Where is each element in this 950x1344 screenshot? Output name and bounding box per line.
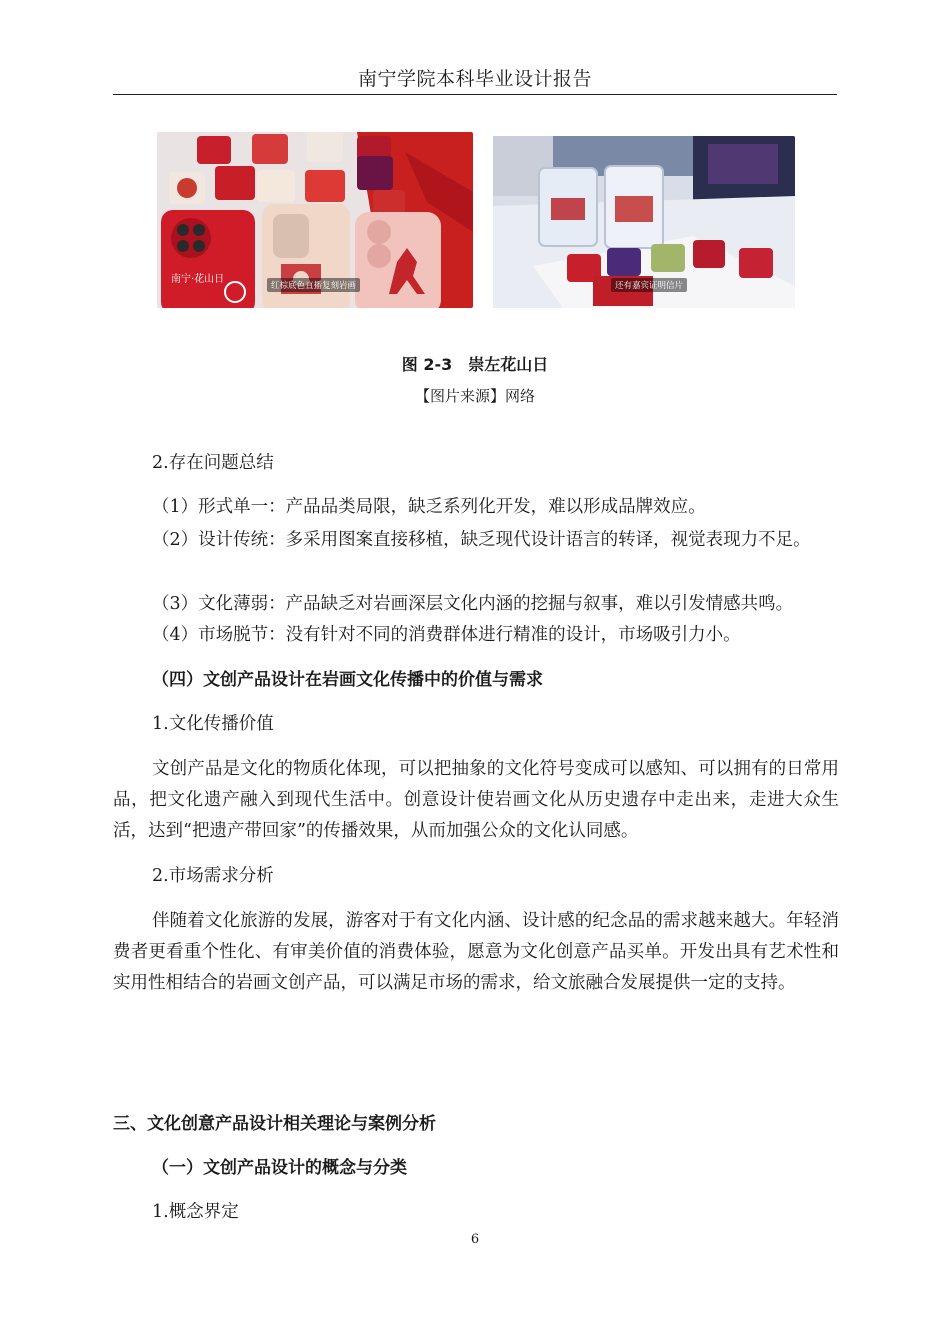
subsection-title-value: 1.文化传播价值 xyxy=(152,714,274,734)
page-header-title: 南宁学院本科毕业设计报告 xyxy=(357,68,592,90)
chapter-heading-3: 三、文化创意产品设计相关理论与案例分析 xyxy=(113,1114,436,1134)
problem-item-3: （3）文化薄弱：产品缺乏对岩画深层文化内涵的挖掘与叙事，难以引发情感共鸣。 xyxy=(152,594,794,614)
figure-photo-glass-cups xyxy=(493,136,795,308)
phone-case-text: 南宁·花山日 xyxy=(171,274,225,285)
section-heading-3-1: （一）文创产品设计的概念与分类 xyxy=(152,1158,407,1178)
section-heading-4: （四）文创产品设计在岩画文化传播中的价值与需求 xyxy=(152,670,543,690)
photo-overlay-caption-right: 还有嘉宾证明信片 xyxy=(611,278,687,292)
problem-item-1: （1）形式单一：产品品类局限，缺乏系列化开发，难以形成品牌效应。 xyxy=(152,497,706,517)
photo-overlay-caption-left: 红棕底色直播复刻岩画 xyxy=(267,278,360,292)
page-number: 6 xyxy=(470,1232,480,1247)
subsection-title-market: 2.市场需求分析 xyxy=(152,866,274,886)
header-divider xyxy=(113,94,837,95)
problem-item-4: （4）市场脱节：没有针对不同的消费群体进行精准的设计，市场吸引力小。 xyxy=(152,625,741,645)
paragraph-cultural-value: 文创产品是文化的物质化体现，可以把抽象的文化符号变成可以感知、可以拥有的日常用品，把文化遗产融入到现代生活中。创意设计使岩画文化从历史遗存中走出来，走进大众生活，达到“把遗产带回家”的传播效果，从而加强公众的文化认同感。 xyxy=(113,759,839,841)
figure-source: 【图片来源】网络 xyxy=(414,387,535,405)
paragraph-market-demand: 伴随着文化旅游的发展，游客对于有文化内涵、设计感的纪念品的需求越来越大。年轻消费者更看重个性化、有审美价值的消费体验，愿意为文化创意产品买单。开发出具有艺术性和实用性相结合的岩画文创产品，可以满足市场的需求，给文旅融合发展提供一定的支持。 xyxy=(113,911,839,993)
subsection-title-definition: 1.概念界定 xyxy=(152,1202,239,1222)
subsection-title-problems: 2.存在问题总结 xyxy=(152,453,274,473)
figure-caption: 图 2-3 崇左花山日 xyxy=(401,355,549,374)
figure-photo-phone-cases xyxy=(157,132,473,308)
problem-item-2: （2）设计传统：多采用图案直接移植，缺乏现代设计语言的转译，视觉表现力不足。 xyxy=(152,530,811,550)
